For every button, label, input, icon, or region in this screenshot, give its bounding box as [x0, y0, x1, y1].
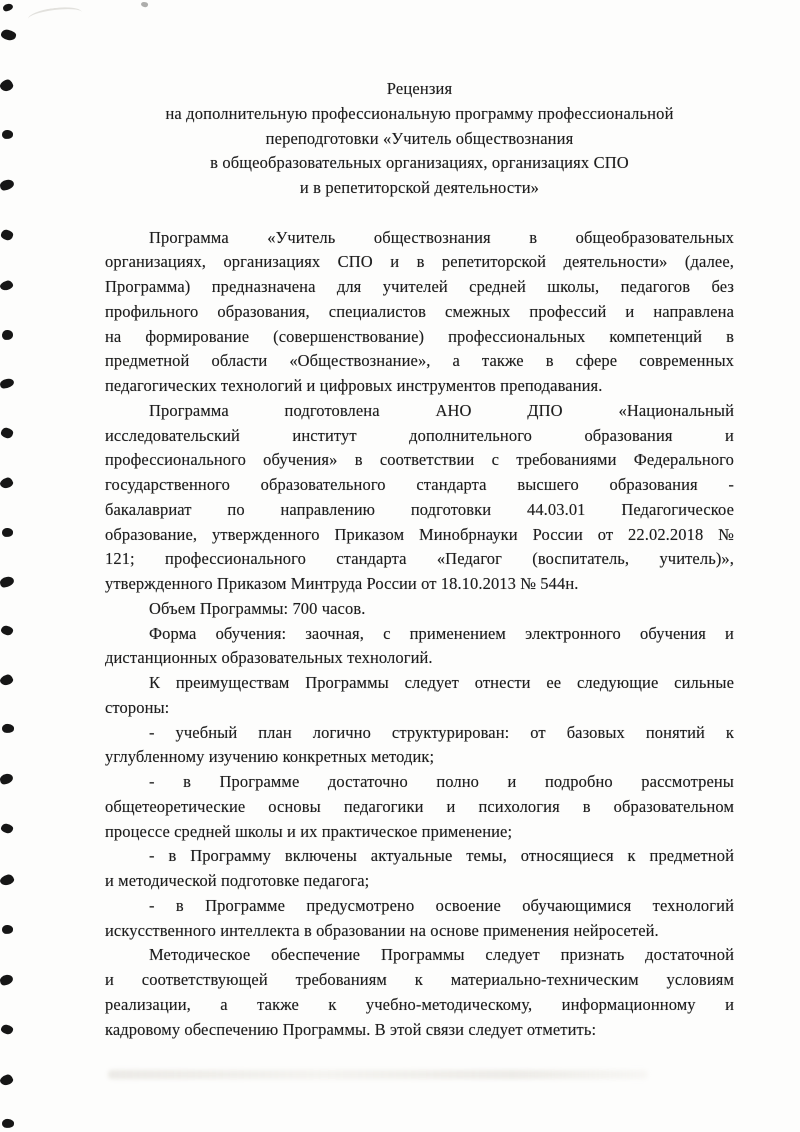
- scan-mark: [2, 924, 14, 934]
- text-line: утвержденного Приказом Минтруда России от 18.10.2013 № 544н.: [105, 574, 579, 593]
- paragraph: [105, 844, 734, 894]
- text-line: общетеоретические основы педагогики и психология в образовательном: [105, 796, 734, 816]
- text-line: стороны:: [105, 697, 170, 717]
- bleed-through-smudge: [108, 1070, 648, 1079]
- scan-mark: [0, 229, 14, 241]
- scan-mark: [0, 1024, 14, 1035]
- text-line: и методической подготовке педагога;: [105, 871, 370, 890]
- text-line: профильного образования, специалистов смежных профессий и направлена: [105, 301, 734, 321]
- scan-mark: [0, 823, 14, 834]
- text-line: К преимуществам Программы следует отнести ее следующие сильные: [149, 673, 734, 692]
- text-line: кадровому обеспечению Программы. В этой связи следует отметить:: [105, 1019, 597, 1039]
- scan-mark: [2, 1118, 15, 1128]
- text-line: - в Программе предусмотрено освоение обучающимися технологий: [149, 895, 734, 915]
- scan-mark: [0, 673, 14, 686]
- paragraph: [105, 894, 734, 944]
- title-line: и в репетиторской деятельности»: [299, 178, 540, 197]
- scan-speck: [140, 1, 148, 8]
- title-line: на дополнительную профессиональную программу профессиональной: [165, 103, 674, 123]
- text-line: искусственного интеллекта в образовании на основе применения нейросетей.: [105, 920, 659, 940]
- paragraph: [105, 622, 734, 672]
- scan-mark: [0, 773, 14, 785]
- text-line: Программа «Учитель обществознания в общеобразовательных: [149, 227, 734, 247]
- text-line: бакалавриат по направлению подготовки 44.03.01 Педагогическое: [105, 499, 734, 519]
- text-line: Методическое обеспечение Программы следует признать достаточной: [149, 945, 734, 965]
- scan-mark: [0, 476, 14, 489]
- text-line: Объем Программы: 700 часов.: [149, 598, 366, 618]
- paragraph: [105, 226, 734, 399]
- scan-mark: [0, 873, 15, 886]
- text-line: - учебный план логично структурирован: от базовых понятий к: [149, 722, 734, 742]
- text-line: дистанционных образовательных технологий.: [105, 648, 433, 668]
- text-line: и соответствующей требованиям к материально-техническим условиям: [105, 970, 734, 989]
- scan-mark: [2, 329, 14, 340]
- title-line: в общеобразовательных организациях, организациях СПО: [210, 153, 629, 173]
- title-body-gap: [105, 201, 734, 226]
- text-line: профессионального обучения» в соответствии с требованиями Федерального: [105, 450, 734, 470]
- paragraph: [105, 943, 734, 1042]
- scan-mark: [2, 527, 14, 537]
- document-title: [105, 77, 734, 201]
- scan-mark: [0, 625, 14, 636]
- text-line: Форма обучения: заочная, с применением электронного обучения и: [149, 623, 734, 643]
- scan-mark: [0, 29, 17, 42]
- scan-mark: [2, 723, 15, 733]
- title-line: Рецензия: [386, 79, 453, 98]
- title-line: переподготовки «Учитель обществознания: [265, 128, 574, 148]
- text-line: 121; профессионального стандарта «Педагог (воспитатель, учитель)»,: [105, 549, 734, 569]
- text-line: предметной области «Обществознание», а также в сфере современных: [105, 351, 734, 371]
- scan-mark: [2, 129, 14, 139]
- faint-pencil-mark: [27, 5, 82, 26]
- scan-mark: [0, 974, 14, 986]
- text-line: исследовательский институт дополнительного образования и: [105, 425, 734, 445]
- text-line: реализации, а также к учебно-методическому, информационному и: [105, 994, 734, 1014]
- scan-mark: [0, 179, 15, 191]
- text-line: - в Программу включены актуальные темы, относящиеся к предметной: [149, 846, 734, 866]
- text-line: углубленному изучению конкретных методик;: [105, 747, 435, 767]
- scan-mark: [0, 427, 14, 439]
- text-line: Программа подготовлена АНО ДПО «Национальный: [149, 400, 734, 420]
- text-line: Программа) предназначена для учителей средней школы, педагогов без: [105, 277, 734, 296]
- scan-mark: [3, 3, 14, 11]
- scan-mark: [0, 378, 15, 389]
- scan-mark: [0, 576, 15, 588]
- document-content: [105, 77, 734, 1042]
- scan-mark: [0, 1073, 14, 1086]
- text-line: - в Программе достаточно полно и подробно рассмотрены: [149, 772, 734, 791]
- paragraph: [105, 721, 734, 771]
- text-line: процессе средней школы и их практическое применение;: [105, 821, 513, 841]
- document-body: [105, 226, 734, 1043]
- paragraph: [105, 671, 734, 721]
- scan-mark: [0, 279, 14, 291]
- scan-edge-artifacts: [0, 0, 30, 1132]
- text-line: образование, утвержденного Приказом Минобрнауки России от 22.02.2018 №: [105, 524, 734, 544]
- scan-mark: [0, 78, 14, 92]
- text-line: педагогических технологий и цифровых инструментов преподавания.: [105, 376, 603, 395]
- paragraph: [105, 399, 734, 597]
- text-line: государственного образовательного стандарта высшего образования -: [105, 475, 734, 494]
- text-line: на формирование (совершенствование) профессиональных компетенций в: [105, 326, 734, 346]
- text-line: организациях, организациях СПО и в репетиторской деятельности» (далее,: [105, 252, 734, 272]
- paragraph: [105, 597, 734, 622]
- paragraph: [105, 770, 734, 844]
